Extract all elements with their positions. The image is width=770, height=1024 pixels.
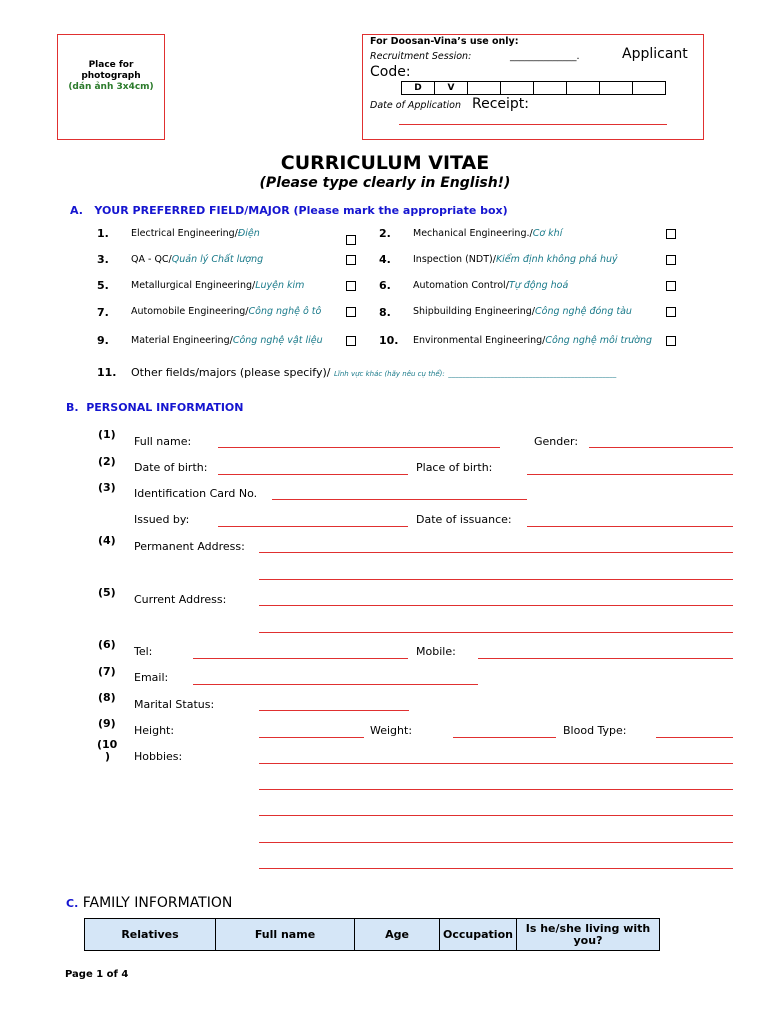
issued-by-input[interactable] (218, 526, 408, 527)
option-electrical (131, 228, 336, 239)
checkbox-shipbuilding[interactable] (666, 307, 676, 317)
mobile-label: Mobile: (416, 645, 456, 658)
current-address-input[interactable] (259, 605, 733, 606)
code-cell[interactable] (534, 82, 567, 94)
code-cell[interactable] (633, 82, 665, 94)
section-c-heading (66, 895, 232, 911)
option-en: Electrical Engineering/ (131, 228, 238, 239)
checkbox-automation[interactable] (666, 281, 676, 291)
option-number: 6. (379, 279, 391, 292)
option-number: 11. (97, 366, 117, 379)
option-en: Mechanical Engineering./ (413, 228, 533, 239)
option-number: 1. (97, 227, 109, 240)
other-field-en: Other fields/majors (please specify)/ (131, 366, 331, 379)
hobbies-input-3[interactable] (259, 815, 733, 816)
code-cell[interactable] (600, 82, 633, 94)
option-qa-qc (131, 254, 336, 265)
option-number: 3. (97, 253, 109, 266)
option-number: 4. (379, 253, 391, 266)
section-c-letter: C. (66, 897, 79, 910)
option-vn: Công nghệ ô tô (248, 306, 322, 317)
section-c-title: FAMILY INFORMATION (82, 895, 233, 911)
page-subtitle: (Please type clearly in English!) (259, 175, 511, 191)
date-issuance-input[interactable] (527, 526, 733, 527)
id-card-input[interactable] (272, 499, 527, 500)
option-shipbuilding (413, 306, 653, 317)
item-number: (9) (98, 717, 116, 730)
option-number: 9. (97, 334, 109, 347)
other-field-label (131, 366, 616, 379)
dob-label: Date of birth: (134, 461, 208, 474)
column-header: Full name (216, 919, 355, 951)
code-cell[interactable] (468, 82, 501, 94)
checkbox-inspection[interactable] (666, 255, 676, 265)
option-vn: Công nghệ môi trường (545, 335, 653, 346)
code-cell[interactable]: D (402, 82, 435, 94)
recruitment-session-blank[interactable]: ______________. (510, 51, 580, 62)
option-vn: Quản lý Chất lượng (171, 254, 264, 265)
weight-label: Weight: (370, 724, 413, 737)
checkbox-mechanical[interactable] (666, 229, 676, 239)
column-header: Age (355, 919, 440, 951)
option-en: Inspection (NDT)/ (413, 254, 496, 265)
option-en: Material Engineering/ (131, 335, 233, 346)
option-en: Metallurgical Engineering/ (131, 280, 256, 291)
option-vn: Cơ khí (532, 228, 563, 239)
column-header: Is he/she living with you? (517, 919, 660, 951)
item-number: ) (105, 750, 111, 763)
weight-input[interactable] (453, 737, 556, 738)
tel-input[interactable] (193, 658, 408, 659)
option-en: Shipbuilding Engineering/ (413, 306, 535, 317)
option-number: 10. (379, 334, 399, 347)
photo-label-1: Place for (88, 60, 134, 70)
option-number: 7. (97, 306, 109, 319)
option-number: 5. (97, 279, 109, 292)
code-label: Code: (370, 64, 411, 80)
option-inspection (413, 254, 653, 265)
hobbies-input[interactable] (259, 763, 733, 764)
marital-status-input[interactable] (259, 710, 409, 711)
blood-type-label: Blood Type: (563, 724, 627, 737)
option-material (131, 335, 336, 346)
full-name-label: Full name: (134, 435, 192, 448)
checkbox-qa-qc[interactable] (346, 255, 356, 265)
marital-status-label: Marital Status: (134, 698, 215, 711)
option-metallurgical (131, 280, 336, 291)
item-number: (5) (98, 586, 116, 599)
option-en: QA - QC/ (131, 254, 172, 265)
option-en: Automobile Engineering/ (131, 306, 249, 317)
code-cell[interactable] (501, 82, 534, 94)
pob-label: Place of birth: (416, 461, 493, 474)
code-cell[interactable]: V (435, 82, 468, 94)
dob-input[interactable] (218, 474, 408, 475)
checkbox-automobile[interactable] (346, 307, 356, 317)
current-address-label: Current Address: (134, 593, 227, 606)
permanent-address-input[interactable] (259, 552, 733, 553)
section-a-heading: A. YOUR PREFERRED FIELD/MAJOR (Please mark the appropriate box) (70, 204, 508, 217)
section-b-heading: B. PERSONAL INFORMATION (66, 401, 244, 414)
column-header: Relatives (85, 919, 216, 951)
page-title: CURRICULUM VITAE (280, 152, 490, 174)
height-input[interactable] (259, 737, 364, 738)
column-header: Occupation (440, 919, 517, 951)
option-vn: Luyện kim (255, 280, 305, 291)
other-field-vn: Lĩnh vực khác (hãy nêu cụ thể): (334, 370, 445, 378)
office-heading: For Doosan-Vina’s use only: (370, 36, 519, 47)
mobile-input[interactable] (478, 658, 733, 659)
gender-label: Gender: (534, 435, 579, 448)
option-vn: Điện (237, 228, 260, 239)
other-field-input[interactable]: ________________________________________________ (448, 370, 617, 378)
item-number: (4) (98, 534, 116, 547)
photo-label-2: photograph (81, 71, 141, 81)
hobbies-input-2[interactable] (259, 789, 733, 790)
option-vn: Tự động hoá (508, 280, 569, 291)
table-header-row (85, 919, 660, 951)
applicant-code-grid[interactable] (401, 81, 666, 95)
item-number: (10 (97, 738, 118, 751)
hobbies-input-4[interactable] (259, 842, 733, 843)
full-name-input[interactable] (218, 447, 500, 448)
item-number: (3) (98, 481, 116, 494)
receipt-date-line[interactable] (399, 124, 667, 125)
item-number: (7) (98, 665, 116, 678)
option-mechanical (413, 228, 653, 239)
current-address-input-2[interactable] (259, 632, 733, 633)
item-number: (1) (98, 428, 116, 441)
photo-label-3: (dán ảnh 3x4cm) (68, 82, 154, 92)
checkbox-material[interactable] (346, 336, 356, 346)
blood-type-input[interactable] (656, 737, 733, 738)
checkbox-environmental[interactable] (666, 336, 676, 346)
issued-by-label: Issued by: (134, 513, 190, 526)
item-number: (6) (98, 638, 116, 651)
option-vn: Công nghệ vật liệu (232, 335, 323, 346)
pob-input[interactable] (527, 474, 733, 475)
checkbox-electrical[interactable] (346, 235, 356, 245)
option-environmental (413, 335, 653, 346)
option-vn: Kiểm định không phá huỷ (495, 254, 618, 265)
option-automobile (131, 306, 336, 317)
family-table (84, 918, 660, 951)
option-en: Automation Control/ (413, 280, 509, 291)
option-en: Environmental Engineering/ (413, 335, 546, 346)
page-footer: Page 1 of 4 (65, 969, 129, 980)
item-number: (8) (98, 691, 116, 704)
item-number: (2) (98, 455, 116, 468)
checkbox-metallurgical[interactable] (346, 281, 356, 291)
receipt-label: Receipt: (472, 96, 530, 112)
email-label: Email: (134, 671, 169, 684)
option-automation (413, 280, 653, 291)
hobbies-input-5[interactable] (259, 868, 733, 869)
option-number: 2. (379, 227, 391, 240)
photo-placeholder-text (57, 60, 165, 93)
applicant-label: Applicant (622, 46, 688, 62)
option-number: 8. (379, 306, 391, 319)
permanent-address-input-2[interactable] (259, 579, 733, 580)
date-of-application-label: Date of Application (370, 100, 461, 111)
height-label: Height: (134, 724, 175, 737)
email-input[interactable] (193, 684, 478, 685)
date-issuance-label: Date of issuance: (416, 513, 512, 526)
gender-input[interactable] (589, 447, 733, 448)
option-vn: Công nghệ đóng tàu (535, 306, 632, 317)
code-cell[interactable] (567, 82, 600, 94)
id-card-label: Identification Card No. (134, 487, 258, 500)
hobbies-label: Hobbies: (134, 750, 183, 763)
tel-label: Tel: (134, 645, 153, 658)
recruitment-session-label: Recruitment Session: (370, 51, 472, 62)
permanent-address-label: Permanent Address: (134, 540, 245, 553)
